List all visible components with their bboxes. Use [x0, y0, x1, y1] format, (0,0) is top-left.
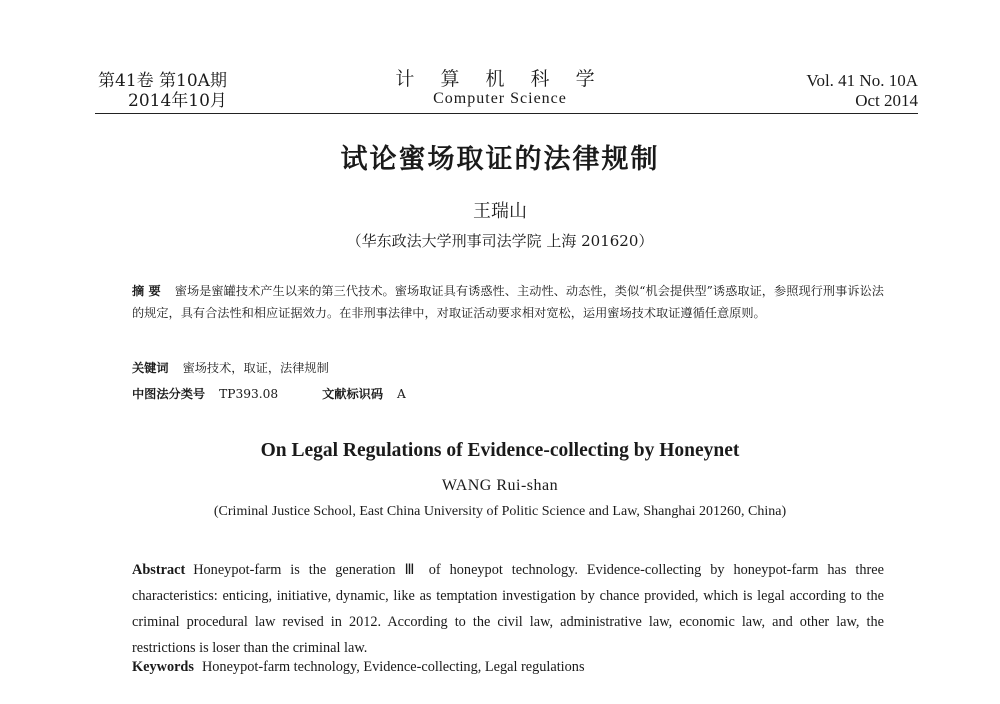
keywords-en-label: Keywords: [132, 659, 194, 675]
date-en: Oct 2014: [855, 91, 918, 110]
author-en: WANG Rui-shan: [441, 477, 559, 494]
volume-issue-en: Vol. 41 No. 10A: [806, 71, 918, 90]
doc-code-value: A: [397, 387, 406, 401]
paper-title-zh: 试论蜜场取证的法律规制: [340, 144, 660, 175]
abstract-en-label: Abstract: [132, 562, 186, 578]
keywords-zh: [132, 359, 329, 376]
abstract-zh-label: 摘 要: [132, 284, 161, 298]
affiliation-en: (Criminal Justice School, East China University of Politic Science and Law, Shanghai 201260, China): [213, 504, 787, 519]
clc-value: TP393.08: [219, 387, 279, 401]
affiliation-zh: （华东政法大学刑事司法学院 上海 201620）: [346, 232, 654, 250]
header-rule: [95, 113, 918, 114]
journal-volume-en: [806, 71, 918, 111]
keywords-zh-text: 蜜场技术，取证，法律规制: [182, 361, 329, 375]
abstract-zh-text: 蜜场是蜜罐技术产生以来的第三代技术。蜜场取证具有诱惑性、主动性、动态性，类似“机会提供型”诱惑取证，参照现行刑事诉讼法的规定，具有合法性和相应证据效力。在非刑事法律中，对取证活动要求相对宽松，运用蜜场技术取证遵循任意原则。: [132, 284, 884, 320]
doc-code-label: 文献标识码: [322, 387, 384, 401]
journal-name-zh: 计 算 机 科 学: [395, 68, 605, 90]
abstract-en-text: Honeypot-farm is the generation Ⅲ of honeypot technology. Evidence-collecting by honeypot-farm has three characteristics: enticing, initiative, dynamic, like as temptation investigation by chance provided, which is legal according to the criminal procedural law revised in 2012. According to the civil law, administrative law, economic law, and other law, the restrictions is loser than the criminal law.: [132, 562, 884, 656]
abstract-zh: [132, 280, 884, 324]
paper-title-en: On Legal Regulations of Evidence-collecting by Honeynet: [260, 440, 740, 461]
clc-label: 中图法分类号: [132, 387, 206, 401]
abstract-en: [132, 557, 884, 661]
journal-name-en: Computer Science: [433, 90, 567, 107]
author-zh: 王瑞山: [473, 201, 527, 222]
date-zh: 2014年10月: [128, 91, 227, 111]
classification-zh: [132, 385, 406, 402]
keywords-en-text: Honeypot-farm technology, Evidence-collecting, Legal regulations: [201, 659, 585, 675]
keywords-zh-label: 关键词: [132, 361, 169, 375]
volume-issue-zh: 第41卷 第10A期: [98, 71, 227, 91]
keywords-en: [132, 659, 585, 676]
